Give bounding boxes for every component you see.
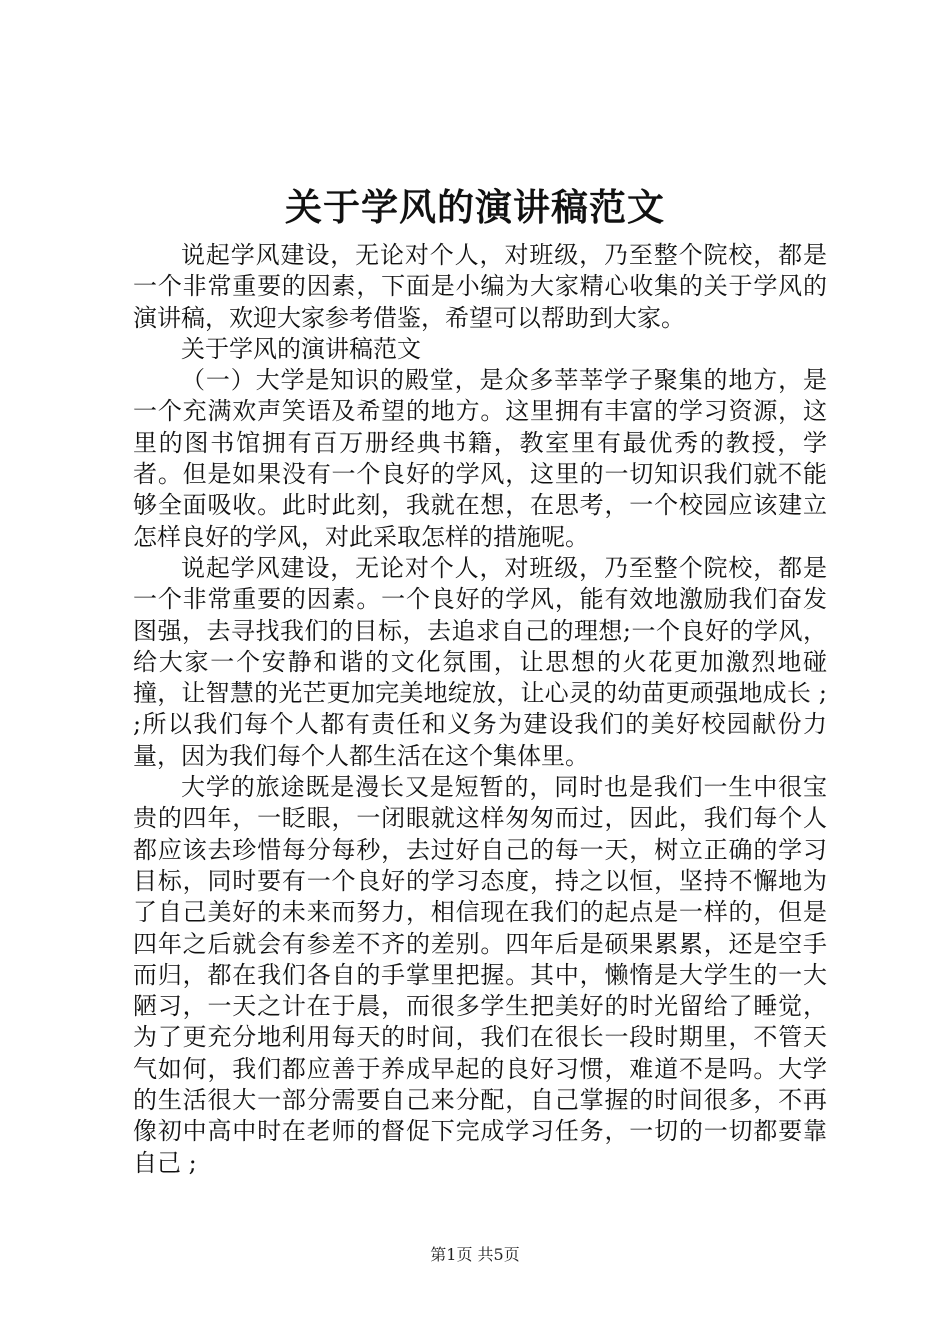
paragraph-subtitle: 关于学风的演讲稿范文 [181, 334, 421, 363]
paragraph-section-one: （一）大学是知识的殿堂，是众多莘莘学子聚集的地方，是一个充满欢声笑语及希望的地方。这里拥有丰富的学习资源，这里的图书馆拥有百万册经典书籍，教室里有最优秀的教授，学者。但是如果没有一个良好的学风，这里的一切知识我们就不能够全面吸收。此时此刻，我就在想，在思考，一个校园应该建立怎样良好的学风，对此采取怎样的措施呢。 [133, 366, 827, 551]
document-body [133, 240, 827, 1179]
page-footer: 第1页 共5页 [430, 1245, 520, 1264]
paragraph-intro: 说起学风建设，无论对个人，对班级，乃至整个院校，都是一个非常重要的因素，下面是小编为大家精心收集的关于学风的演讲稿，欢迎大家参考借鉴，希望可以帮助到大家。 [133, 241, 827, 332]
paragraph-study-style: 说起学风建设，无论对个人，对班级，乃至整个院校，都是一个非常重要的因素。一个良好的学风，能有效地激励我们奋发图强，去寻找我们的目标，去追求自己的理想;一个良好的学风，给大家一个安静和谐的文化氛围，让思想的火花更加激烈地碰撞，让智慧的光芒更加完美地绽放，让心灵的幼苗更顽强地成长 ; ;所以我们每个人都有责任和义务为建设我们的美好校园献份力量，因为我们每个人都生活在这个集体里。 [133, 553, 827, 770]
paragraph-university-journey: 大学的旅途既是漫长又是短暂的，同时也是我们一生中很宝贵的四年，一眨眼，一闭眼就这样匆匆而过，因此，我们每个人都应该去珍惜每分每秒，去过好自己的每一天，树立正确的学习目标，同时要有一个良好的学习态度，持之以恒，坚持不懈地为了自己美好的未来而努力，相信现在我们的起点是一样的，但是四年之后就会有参差不齐的差别。四年后是硕果累累，还是空手而归，都在我们各自的手掌里把握。其中，懒惰是大学生的一大陋习，一天之计在于晨，而很多学生把美好的时光留给了睡觉，为了更充分地利用每天的时间，我们在很长一段时期里，不管天气如何，我们都应善于养成早起的良好习惯，难道不是吗。大学的生活很大一部分需要自己来分配，自己掌握的时间很多，不再像初中高中时在老师的督促下完成学习任务，一切的一切都要靠自己 ; [133, 773, 827, 1177]
document-title: 关于学风的演讲稿范文 [285, 185, 665, 229]
